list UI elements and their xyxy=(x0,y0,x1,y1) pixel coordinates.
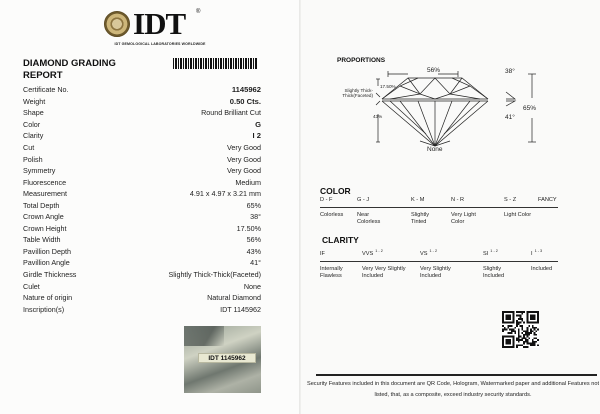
clarity-grade-range: 1 - 2 xyxy=(375,249,383,253)
spec-value: 56% xyxy=(246,235,261,245)
clarity-description: Internally Flawless xyxy=(320,266,343,279)
color-description: Light Color xyxy=(504,212,532,218)
spec-value: Round Brilliant Cut xyxy=(201,108,261,118)
spec-row xyxy=(23,199,261,211)
spec-row xyxy=(23,84,261,96)
color-grade: D - F xyxy=(320,197,333,203)
clarity-description: Slightly Included xyxy=(483,266,505,279)
color-grade: N - R xyxy=(451,197,465,203)
clarity-grade xyxy=(531,248,542,258)
crown-angle-label: 38° xyxy=(505,68,515,75)
color-grade: FANCY xyxy=(538,197,557,203)
spec-row xyxy=(23,107,261,119)
spec-row xyxy=(23,280,261,292)
barcode-icon xyxy=(173,58,258,69)
clarity-grade xyxy=(420,248,437,258)
spec-label: Clarity xyxy=(23,131,44,141)
spec-row xyxy=(23,130,261,142)
spec-row xyxy=(23,234,261,246)
registered-mark: ® xyxy=(196,9,201,15)
logo-tagline: IDT GEMOLOGICAL LABORATORIES WORLDWIDE xyxy=(114,42,206,46)
spec-value: Medium xyxy=(235,177,261,187)
diamond-profile-icon xyxy=(330,62,540,152)
spec-row xyxy=(23,176,261,188)
inscription-photo xyxy=(184,326,261,393)
spec-label: Certificate No. xyxy=(23,85,69,95)
spec-label: Culet xyxy=(23,281,40,291)
color-description: Colorless xyxy=(320,212,344,218)
culet-label: None xyxy=(427,146,443,153)
footer-divider xyxy=(316,374,597,376)
clarity-grade-range: 1 - 3 xyxy=(534,249,543,253)
photo-shadow xyxy=(184,326,224,346)
spec-table xyxy=(23,84,261,315)
color-description: Slightly Tinted xyxy=(411,212,430,225)
spec-label: Crown Height xyxy=(23,223,67,233)
clarity-grade xyxy=(320,248,327,258)
spec-label: Nature of origin xyxy=(23,293,73,303)
spec-label: Inscription(s) xyxy=(23,304,65,314)
spec-value: Slightly Thick-Thick(Faceted) xyxy=(168,270,261,280)
spec-label: Cut xyxy=(23,143,35,152)
spec-label: Girdle Thickness xyxy=(23,270,77,280)
color-grade: G - J xyxy=(357,197,370,203)
spec-value: I 2 xyxy=(252,131,261,141)
spec-label: Color xyxy=(23,119,41,129)
spec-value: 4.91 x 4.97 x 3.21 mm xyxy=(189,189,261,199)
spec-value: 17.50% xyxy=(236,223,261,233)
clarity-description: Very Very Slightly Included xyxy=(362,266,406,279)
spec-row xyxy=(23,119,261,131)
table-width-label: 56% xyxy=(427,67,441,74)
logo-brand: IDT xyxy=(133,6,186,41)
color-grade: K - M xyxy=(411,197,425,203)
spec-label: Shape xyxy=(23,108,44,118)
clarity-grade-base: VS xyxy=(420,251,428,257)
proportions-diagram xyxy=(330,62,540,152)
inscription-photo-label: IDT 1145962 xyxy=(198,353,256,363)
spec-value: 38° xyxy=(250,212,261,222)
color-description: Very Light Color xyxy=(451,212,476,225)
pavilion-angle-label: 41° xyxy=(505,114,515,121)
spec-value: 41° xyxy=(250,258,261,268)
spec-label: Crown Angle xyxy=(23,212,64,222)
spec-label: Weight xyxy=(23,96,46,106)
color-description: Near Colorless xyxy=(357,212,381,225)
clarity-grade xyxy=(362,248,383,258)
spec-label: Measurement xyxy=(23,189,67,199)
idt-logo xyxy=(100,8,220,48)
seal-icon xyxy=(104,11,130,37)
qr-code-icon[interactable] xyxy=(502,311,539,348)
clarity-grade-range: 1 - 2 xyxy=(490,249,498,253)
spec-row xyxy=(23,292,261,304)
spec-value: Natural Diamond xyxy=(207,293,261,303)
clarity-grade xyxy=(483,248,498,258)
clarity-description: Included xyxy=(531,266,553,272)
spec-label: Table Width xyxy=(23,235,61,245)
spec-row xyxy=(23,165,261,177)
clarity-grade-base: I xyxy=(531,251,533,257)
spec-value: None xyxy=(243,281,261,291)
girdle-label: Slightly Thick-Thick(Faceted) xyxy=(342,88,373,99)
spec-label: Symmetry xyxy=(23,166,56,176)
spec-value: G xyxy=(255,119,261,129)
spec-row xyxy=(23,257,261,269)
color-scale-title: COLOR xyxy=(320,186,351,196)
report-title: DIAMOND GRADING REPORT xyxy=(23,58,116,81)
spec-row xyxy=(23,223,261,235)
clarity-divider xyxy=(320,261,558,262)
clarity-grade-range: 1 - 2 xyxy=(429,249,438,253)
spec-row xyxy=(23,188,261,200)
clarity-description: Very Slightly Included xyxy=(420,266,451,279)
spec-value: 0.50 Cts. xyxy=(229,96,261,106)
spec-label: Total Depth xyxy=(23,200,60,210)
spec-row xyxy=(23,303,261,315)
total-depth-label: 65% xyxy=(523,105,537,112)
spec-value: 1145962 xyxy=(231,85,261,95)
proportions-title: PROPORTIONS xyxy=(337,57,386,64)
clarity-grade-base: SI xyxy=(483,251,489,257)
spec-row xyxy=(23,142,261,154)
spec-label: Polish xyxy=(23,154,43,164)
spec-value: 43% xyxy=(246,246,261,256)
security-features-note: Security Features included in this document are QR Code, Hologram, Watermarked paper and additional Features not listed, that, as a composite, exceed industry security standards. xyxy=(306,381,600,398)
spec-value: Very Good xyxy=(227,154,261,164)
crown-height-label: 17.50% xyxy=(380,84,396,89)
page-fold-divider xyxy=(299,0,301,414)
clarity-scale-title: CLARITY xyxy=(322,235,359,245)
spec-row xyxy=(23,96,261,108)
spec-value: 65% xyxy=(246,200,261,210)
spec-row xyxy=(23,246,261,258)
spec-row xyxy=(23,153,261,165)
clarity-grade-base: IF xyxy=(320,251,325,257)
spec-value: Very Good xyxy=(227,166,261,176)
clarity-grade-base: VVS xyxy=(362,251,374,257)
color-grade: S - Z xyxy=(504,197,517,203)
spec-label: Pavillion Angle xyxy=(23,258,70,268)
spec-value: Very Good xyxy=(227,143,261,152)
spec-row xyxy=(23,211,261,223)
spec-label: Fluorescence xyxy=(23,177,67,187)
pavilion-depth-label: 43% xyxy=(373,114,383,119)
spec-label: Pavillion Depth xyxy=(23,246,71,256)
spec-value: IDT 1145962 xyxy=(220,304,261,314)
spec-row xyxy=(23,269,261,281)
color-divider xyxy=(320,207,558,208)
